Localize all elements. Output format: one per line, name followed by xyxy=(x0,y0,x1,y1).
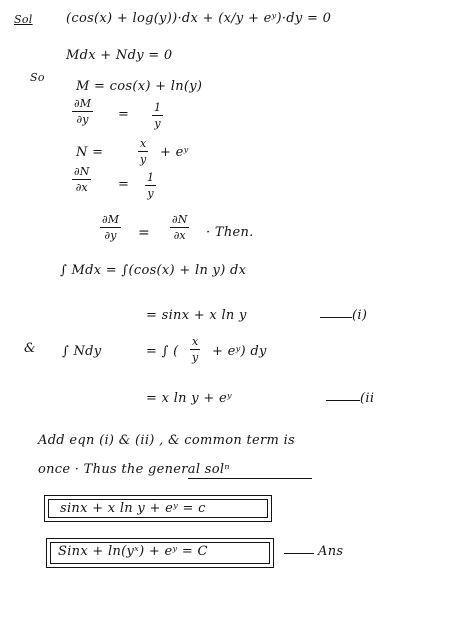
tag-i: (i) xyxy=(352,308,368,323)
n-rest: + eʸ xyxy=(160,145,189,160)
m-definition: M = cos(x) + ln(y) xyxy=(76,79,203,94)
dm-dy-fraction xyxy=(72,98,93,125)
compare-left-den: ∂y xyxy=(104,229,117,242)
integral-n-rest: + eʸ) dy xyxy=(212,344,267,359)
x-over-y-fraction xyxy=(138,138,148,165)
tag-ii-dash xyxy=(326,400,360,401)
x-over-y-num: x xyxy=(140,137,147,150)
compare-right-den: ∂x xyxy=(173,229,186,242)
once-line: once · Thus the general solⁿ xyxy=(38,462,230,477)
and-symbol: & xyxy=(24,341,36,356)
equals-sign-2: = xyxy=(118,177,130,192)
integral-m: ∫ Mdx = ∫(cos(x) + ln y) dx xyxy=(60,263,247,278)
answer: Sinx + ln(yˣ) + eʸ = C xyxy=(58,544,208,559)
one-over-y-fraction-2 xyxy=(145,172,156,199)
dn-dx-den: ∂x xyxy=(75,181,88,194)
dm-dy-den: ∂y xyxy=(76,113,89,126)
integral-n-frac-den: y xyxy=(192,351,199,364)
dn-dx-fraction xyxy=(72,166,91,193)
dm-dy-num: ∂M xyxy=(74,97,91,110)
integral-m-result: = sinx + x ln y xyxy=(146,308,247,323)
so-label: So xyxy=(30,71,45,84)
integral-n-lhs: ∫ Ndy xyxy=(62,344,102,359)
tag-ii: (ii xyxy=(360,391,375,406)
one-over-y-den-1: y xyxy=(154,117,161,130)
compare-equals: = xyxy=(138,225,151,241)
integral-n-frac-num: x xyxy=(192,335,199,348)
dn-dx-num: ∂N xyxy=(74,165,90,178)
x-over-y-den: y xyxy=(140,153,147,166)
integral-n-result: = x ln y + eʸ xyxy=(146,391,232,406)
compare-right-fraction xyxy=(170,214,189,241)
add-line: Add eqn (i) & (ii) , & common term is xyxy=(38,433,295,448)
equals-sign-1: = xyxy=(118,107,130,122)
integral-n-eq: = ∫ ( xyxy=(146,344,179,359)
one-over-y-num-2: 1 xyxy=(147,171,154,184)
one-over-y-fraction-1 xyxy=(152,102,163,129)
compare-left-num: ∂M xyxy=(102,213,119,226)
general-sol-underline xyxy=(188,478,312,479)
answer-arrow-dash xyxy=(284,553,314,554)
then-text: · Then. xyxy=(206,225,254,240)
one-over-y-num-1: 1 xyxy=(154,101,161,114)
one-over-y-den-2: y xyxy=(147,187,154,200)
equation-main: (cos(x) + log(y))·dx + (x/y + eʸ)·dy = 0 xyxy=(66,11,332,26)
n-lhs: N = xyxy=(76,145,104,160)
compare-right-num: ∂N xyxy=(172,213,188,226)
ans-label: Ans xyxy=(318,544,344,559)
general-solution: sinx + x ln y + eʸ = c xyxy=(60,501,206,516)
equation-form: Mdx + Ndy = 0 xyxy=(66,48,173,63)
integral-n-fraction xyxy=(190,336,200,363)
tag-i-dash xyxy=(320,317,352,318)
sol-label: Sol xyxy=(14,13,33,26)
compare-left-fraction xyxy=(100,214,121,241)
